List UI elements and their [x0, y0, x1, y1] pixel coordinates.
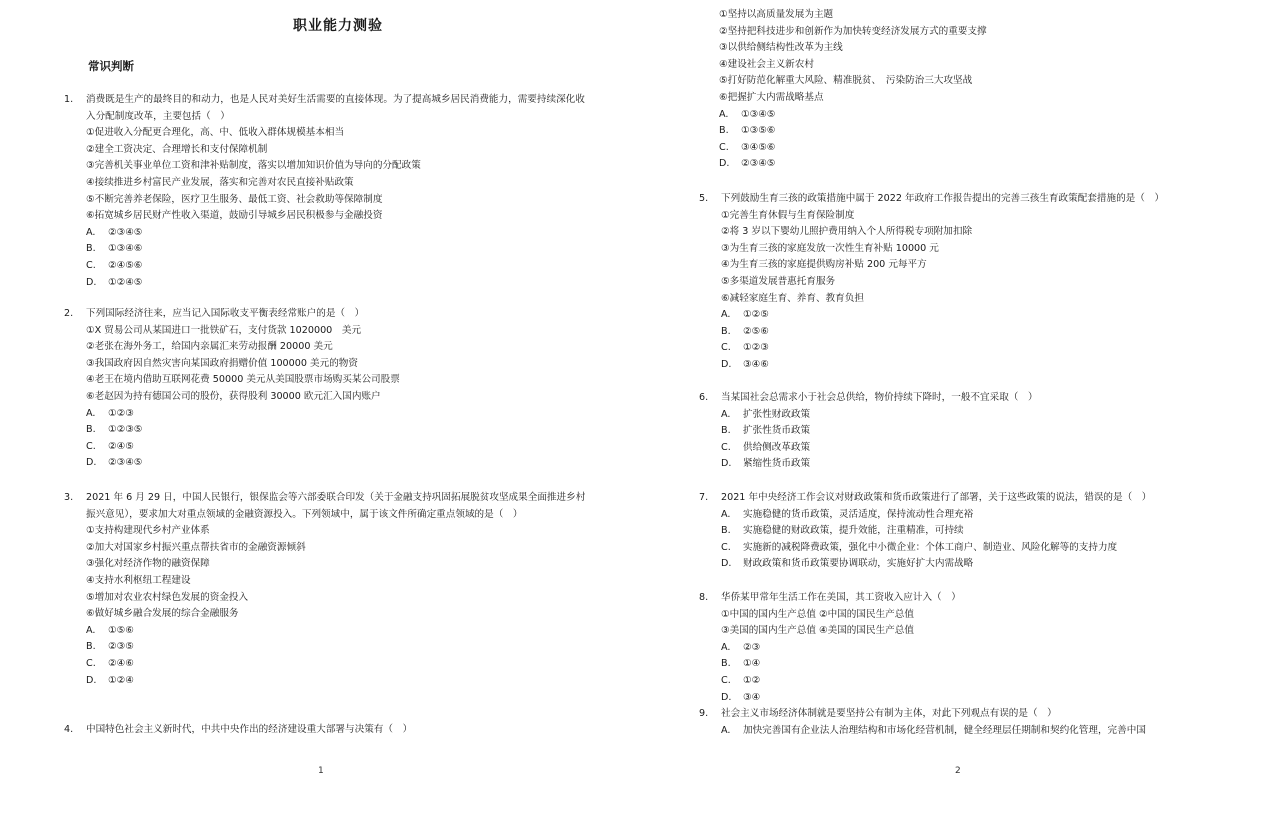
page-number: 2	[955, 766, 961, 776]
option-letter: D.	[719, 158, 730, 170]
option-text: 扩张性货币政策	[743, 425, 811, 437]
option-letter: D.	[86, 674, 97, 686]
option-letter: C.	[86, 440, 96, 452]
option-letter: C.	[721, 541, 731, 553]
question-stem: 2021 年中央经济工作会议对财政政策和货币政策进行了部署，关于这些政策的说法，错误的是（ ）	[721, 492, 1152, 503]
option-letter: A.	[86, 624, 96, 636]
answer-option-b[interactable]	[699, 656, 1219, 673]
statement-item: ①坚持以高质量发展为主题	[719, 9, 834, 20]
section-heading: 常识判断	[88, 59, 134, 73]
answer-option-c[interactable]	[64, 258, 589, 275]
option-text: ②⑤⑥	[743, 325, 769, 337]
option-letter: A.	[721, 309, 731, 321]
answer-option-d[interactable]	[699, 556, 1219, 573]
statement-item: ②建全工资决定、合理增长和支付保障机制	[86, 143, 268, 155]
statement-item: ①促进收入分配更合理化，高、中、低收入群体规模基本相当	[86, 127, 345, 139]
statement-item: ⑥做好城乡融合发展的综合金融服务	[86, 608, 239, 620]
statement-item: ④老王在境内借助互联网花费 50000 美元从美国股票市场购买某公司股票	[86, 374, 400, 386]
question-stem: 下列国际经济往来，应当记入国际收支平衡表经常账户的是（ ）	[86, 308, 365, 319]
answer-option-a[interactable]	[699, 507, 1219, 524]
question-stem: 2021 年 6 月 29 日，中国人民银行，银保监会等六部委联合印发（关于金融支持巩固拓展脱贫攻坚成果全面推进乡村振兴意见），要求加大对重点领域的金融资源投入。下列领域中，属于该文件所确定重点领域的是（ ）	[86, 492, 586, 520]
option-text: ①③④⑤	[741, 108, 776, 120]
statement-item: ⑤不断完善养老保险，医疗卫生服务、最低工资、社会救助等保障制度	[86, 193, 383, 205]
option-letter: C.	[86, 657, 96, 669]
question-number: 2.	[64, 308, 74, 319]
option-letter: A.	[721, 641, 731, 653]
option-letter: B.	[721, 525, 731, 537]
answer-option-a[interactable]	[699, 640, 1219, 657]
option-text: 实施稳健的财政政策，提升效能，注重精准，可持续	[743, 525, 964, 537]
question-stem: 华侨某甲常年生活工作在美国，其工资收入应计入（ ）	[721, 592, 961, 603]
question-6	[699, 390, 1219, 473]
answer-option-d[interactable]	[719, 156, 987, 173]
answer-option-c[interactable]	[699, 673, 1219, 690]
option-letter: A.	[721, 408, 731, 420]
answer-option-c[interactable]	[699, 540, 1219, 557]
question-number: 3.	[64, 492, 74, 503]
answer-option-b[interactable]	[719, 123, 987, 140]
option-text: ②③④⑤	[741, 158, 776, 170]
option-text: 实施稳健的货币政策，灵活适度，保持流动性合理充裕	[743, 508, 974, 520]
statement-item: ⑥老赵因为持有德国公司的股份，获得股利 30000 欧元汇入国内账户	[86, 390, 381, 402]
option-text: ②③④⑤	[108, 226, 143, 238]
page-number: 1	[318, 766, 324, 776]
option-text: ①⑤⑥	[108, 624, 134, 636]
option-text: 财政政策和货币政策要协调联动，实施好扩大内需战略	[743, 558, 974, 570]
question-7	[699, 490, 1219, 573]
option-letter: C.	[86, 259, 96, 271]
option-text: ①③④⑥	[108, 243, 143, 255]
question-stem: 社会主义市场经济体制就是要坚持公有制为主体，对此下列观点有误的是（ ）	[721, 708, 1057, 719]
answer-option-a[interactable]	[64, 406, 589, 423]
statement-item: ③为生育三孩的家庭发放一次性生育补贴 10000 元	[721, 242, 939, 254]
answer-option-d[interactable]	[64, 673, 589, 690]
answer-option-a[interactable]	[699, 307, 1219, 324]
answer-option-c[interactable]	[719, 140, 987, 157]
question-4	[64, 722, 589, 739]
answer-option-a[interactable]	[699, 723, 1219, 740]
question-stem: 下列鼓励生育三孩的政策措施中属于 2022 年政府工作报告提出的完善三孩生育政策配套措施的是（ ）	[721, 193, 1165, 204]
answer-option-d[interactable]	[64, 275, 589, 292]
option-text: ①②③⑤	[108, 424, 143, 436]
statement-item: ⑥拓宽城乡居民财产性收入渠道，鼓励引导城乡居民积极参与金融投资	[86, 210, 383, 222]
option-text: ①②④	[108, 674, 134, 686]
answer-option-b[interactable]	[64, 422, 589, 439]
statement-item: ④接续推进乡村富民产业发展，落实和完善对农民直接补贴政策	[86, 176, 354, 188]
option-letter: B.	[721, 425, 731, 437]
option-text: ③④⑤⑥	[741, 141, 776, 153]
answer-option-b[interactable]	[64, 639, 589, 656]
question-stem: 中国特色社会主义新时代，中共中央作出的经济建设重大部署与决策有（ ）	[86, 724, 413, 735]
option-text: 加快完善国有企业法人治理结构和市场化经营机制，健全经理层任期制和契约化管理，完善中国	[743, 724, 1146, 736]
option-letter: C.	[721, 674, 731, 686]
question-stem: 消费既是生产的最终目的和动力，也是人民对美好生活需要的直接体现。为了提高城乡居民消费能力，需要持续深化收入分配制度改革，主要包括（ ）	[86, 94, 585, 122]
answer-option-a[interactable]	[719, 107, 987, 124]
statement-item: ②加大对国家乡村振兴重点帮扶省市的金融资源倾斜	[86, 541, 306, 553]
option-text: ①③⑤⑥	[741, 125, 776, 137]
option-text: ①④	[743, 658, 761, 670]
option-letter: A.	[86, 226, 96, 238]
statement-item: ④建设社会主义新农村	[719, 58, 814, 70]
statement-item: ⑤打好防范化解重大风险、精准脱贫、 污染防治三大攻坚战	[719, 75, 973, 87]
option-letter: B.	[719, 125, 729, 137]
option-text: ③④⑥	[743, 358, 769, 370]
option-letter: B.	[721, 658, 731, 670]
option-text: ②④⑤	[108, 440, 134, 452]
option-letter: D.	[721, 691, 732, 703]
statement-item: ⑥减轻家庭生育、养育、教育负担	[721, 292, 864, 304]
option-text: ③④	[743, 691, 761, 703]
option-letter: D.	[721, 458, 732, 470]
option-text: ①②④⑤	[108, 276, 143, 288]
answer-option-d[interactable]	[699, 357, 1219, 374]
statement-item: ①X 贸易公司从某国进口一批铁矿石，支付货款 1020000 美元	[86, 324, 362, 336]
question-5	[699, 191, 1219, 374]
answer-option-a[interactable]	[699, 407, 1219, 424]
document-page-2	[640, 0, 1280, 835]
answer-option-c[interactable]	[64, 439, 589, 456]
option-letter: A.	[721, 724, 731, 736]
statement-item: ⑤多渠道发展普惠托育服务	[721, 275, 836, 287]
option-letter: C.	[719, 141, 729, 153]
statement-item: ②坚持把科技进步和创新作为加快转变经济发展方式的重要支撑	[719, 25, 987, 37]
option-letter: D.	[86, 457, 97, 469]
document-title: 职业能力测验	[293, 18, 383, 34]
question-number: 1.	[64, 94, 74, 105]
option-text: ①②③	[743, 342, 769, 354]
option-text: 紧缩性货币政策	[743, 458, 811, 470]
statement-item: ③美国的国内生产总值 ④美国的国民生产总值	[721, 625, 914, 637]
option-text: ②④⑥	[108, 657, 134, 669]
option-letter: D.	[86, 276, 97, 288]
statement-item: ⑤增加对农业农村绿色发展的资金投入	[86, 591, 249, 603]
option-text: ②④⑤⑥	[108, 259, 143, 271]
option-text: 供给侧改革政策	[743, 441, 811, 453]
question-number: 6.	[699, 392, 709, 403]
option-letter: D.	[721, 558, 732, 570]
answer-option-b[interactable]	[699, 523, 1219, 540]
question-9	[699, 706, 1219, 739]
option-letter: C.	[721, 441, 731, 453]
statement-item: ③我国政府因自然灾害向某国政府捐赠价值 100000 美元的物资	[86, 357, 358, 369]
option-text: 实施新的减税降费政策，强化中小微企业：个体工商户、制造业、风险化解等的支持力度	[743, 541, 1118, 553]
question-2	[64, 306, 589, 472]
answer-option-c[interactable]	[699, 340, 1219, 357]
statement-item: ④支持水利枢纽工程建设	[86, 574, 191, 586]
question-3	[64, 490, 589, 689]
statement-item: ④为生育三孩的家庭提供购房补贴 200 元每平方	[721, 259, 927, 271]
answer-option-a[interactable]	[64, 623, 589, 640]
option-letter: C.	[721, 342, 731, 354]
statement-item: ⑥把握扩大内需战略基点	[719, 91, 824, 103]
statement-item: ①中国的国内生产总值 ②中国的国民生产总值	[721, 608, 914, 620]
statement-item: ①完善生育休假与生育保险制度	[721, 209, 855, 221]
option-letter: B.	[721, 325, 731, 337]
statement-item: ①支持构建现代乡村产业体系	[86, 525, 210, 537]
option-letter: B.	[86, 641, 96, 653]
question-8	[699, 590, 1219, 706]
question-stem: 当某国社会总需求小于社会总供给，物价持续下降时，一般不宜采取（ ）	[721, 392, 1038, 403]
option-text: ①②⑤	[743, 309, 769, 321]
question-number: 9.	[699, 708, 709, 719]
option-letter: A.	[86, 407, 96, 419]
question-4-continued	[719, 7, 987, 173]
answer-option-b[interactable]	[64, 241, 589, 258]
option-letter: B.	[86, 424, 96, 436]
answer-option-b[interactable]	[699, 423, 1219, 440]
option-letter: D.	[721, 358, 732, 370]
answer-option-a[interactable]	[64, 225, 589, 242]
answer-option-c[interactable]	[64, 656, 589, 673]
answer-option-d[interactable]	[699, 456, 1219, 473]
answer-option-c[interactable]	[699, 440, 1219, 457]
option-letter: B.	[86, 243, 96, 255]
option-text: ①②③	[108, 407, 134, 419]
option-text: ②③	[743, 641, 761, 653]
statement-item: ②老张在海外务工，给国内亲属汇来劳动报酬 20000 美元	[86, 341, 333, 353]
answer-option-b[interactable]	[699, 324, 1219, 341]
answer-option-d[interactable]	[64, 455, 589, 472]
statement-item: ③强化对经济作物的融资保障	[86, 558, 210, 570]
statement-item: ③以供给侧结构性改革为主线	[719, 42, 843, 54]
option-text: ②③④⑤	[108, 457, 143, 469]
option-text: ①②	[743, 674, 761, 686]
answer-option-d[interactable]	[699, 690, 1219, 707]
option-letter: A.	[721, 508, 731, 520]
statement-item: ③完善机关事业单位工资和津补贴制度，落实以增加知识价值为导向的分配政策	[86, 160, 421, 172]
question-number: 4.	[64, 724, 74, 735]
question-number: 7.	[699, 492, 709, 503]
question-number: 8.	[699, 592, 709, 603]
option-letter: A.	[719, 108, 729, 120]
option-text: ②③⑤	[108, 641, 134, 653]
statement-item: ②将 3 岁以下婴幼儿照护费用纳入个人所得税专项附加扣除	[721, 226, 973, 238]
option-text: 扩张性财政政策	[743, 408, 811, 420]
question-1	[64, 92, 589, 291]
question-number: 5.	[699, 193, 709, 204]
